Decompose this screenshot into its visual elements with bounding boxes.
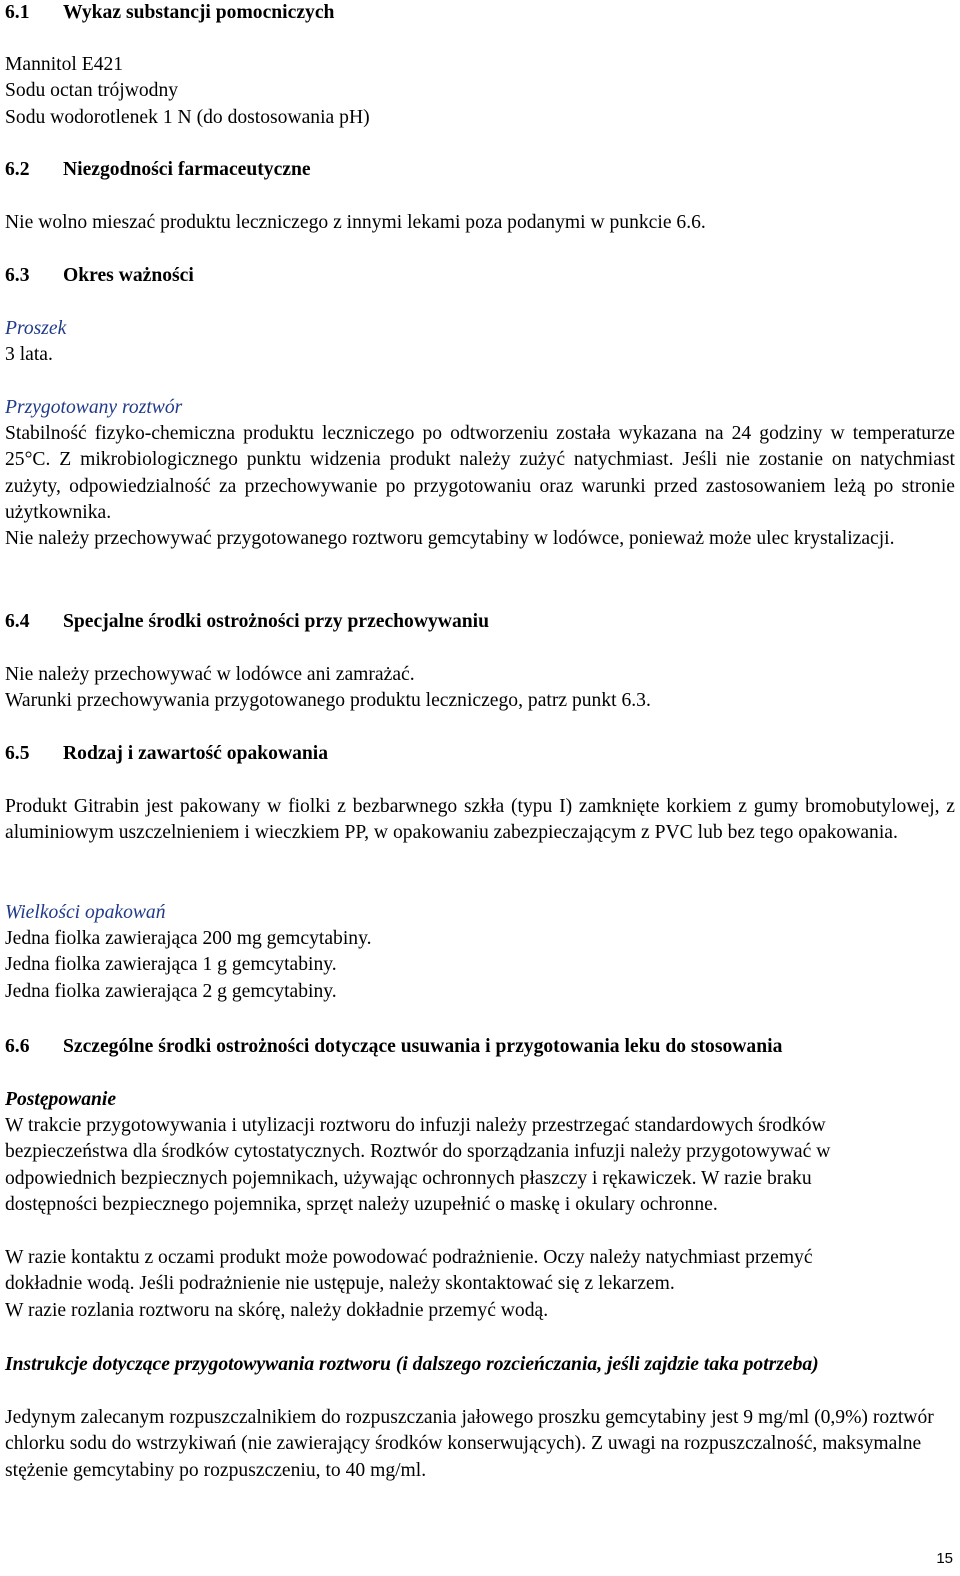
stability-text: Stabilność fizyko-chemiczna produktu leczniczego po odtworzeniu została wykazana na 24 godziny w temperaturze 25°C. — [5, 423, 955, 471]
pack-sizes-list — [5, 926, 372, 1005]
section-title: Niezgodności farmaceutyczne — [63, 159, 311, 180]
excipients-list — [5, 52, 370, 131]
section-title: Wykaz substancji pomocniczych — [63, 2, 335, 23]
section-title: Specjalne środki ostrożności przy przechowywaniu — [63, 611, 489, 632]
handling-label: Postępowanie — [5, 1089, 117, 1110]
pack-size-item: Jedna fiolka zawierająca 200 mg gemcytabiny. — [5, 928, 372, 949]
storage-line-1: Nie należy przechowywać w lodówce ani zamrażać. — [5, 664, 415, 685]
section-number: 6.2 — [5, 159, 30, 180]
handling-paragraph — [5, 1113, 895, 1218]
instructions-title: Instrukcje dotyczące przygotowywania roztworu (i dalszego rozcieńczania, jeśli zajdzie taka potrzeba) — [5, 1354, 819, 1375]
handling-text-2: Roztwór do sporządzania infuzji należy przygotowywać w odpowiednich bezpiecznych pojemnikach, używając ochronnych płaszczy i rękawiczek. — [5, 1141, 831, 1189]
section-title: Szczególne środki ostrożności dotyczące usuwania i przygotowania leku do stosowania — [63, 1036, 783, 1057]
section-title: Rodzaj i zawartość opakowania — [63, 743, 329, 764]
container-description: Produkt Gitrabin jest pakowany w fiolki z bezbarwnego szkła (typu I) zamknięte korkiem z gumy bromobutylowej, z aluminiowym uszczelnieniem i wieczkiem PP, w opakowaniu zabezpieczającym z PVC lub bez tego opakowania. — [5, 796, 955, 844]
section-heading-6-1 — [5, 0, 334, 26]
section-heading-6-6 — [5, 1034, 782, 1060]
refrigeration-warning: Nie należy przechowywać przygotowanego roztworu gemcytabiny w lodówce, ponieważ może ulec krystalizacji. — [5, 528, 895, 550]
handling-text-3: W razie braku dostępności bezpiecznego pojemnika, sprzęt należy uzupełnić o maskę i okulary ochronne. — [5, 1167, 812, 1215]
instructions-text: Jedynym zalecanym rozpuszczalnikiem do rozpuszczania jałowego proszku gemcytabiny jest 9 mg/ml (0,9%) roztwór chlorku sodu do wstrzykiwań (nie zawierający środków konserwujących). Z uwagi na rozpuszczalność, maksymalne stężenie gemcytabiny po rozpuszczeniu, to 40 mg/ml. — [5, 1407, 934, 1481]
skin-contact-text: W razie rozlania roztworu na skórę, należy dokładnie przemyć wodą. — [5, 1300, 549, 1321]
section-title: Okres ważności — [63, 265, 194, 286]
section-heading-6-3 — [5, 263, 194, 289]
section-heading-6-2 — [5, 157, 311, 183]
pack-size-item: Jedna fiolka zawierająca 2 g gemcytabiny. — [5, 980, 337, 1002]
section-number: 6.6 — [5, 1036, 30, 1057]
section-heading-6-4 — [5, 609, 489, 635]
page-number: 15 — [936, 1550, 953, 1567]
incompatibilities-text: Nie wolno mieszać produktu leczniczego z innymi lekami poza podanymi w punkcie 6.6. — [5, 212, 706, 233]
pack-sizes-label: Wielkości opakowań — [5, 902, 166, 923]
responsibility-text: Jeśli nie zostanie on natychmiast zużyty, odpowiedzialność za przechowywanie po przygotowaniu oraz warunki przed zastosowaniem leżą po stronie użytkownika. — [5, 449, 955, 523]
powder-text: 3 lata. — [5, 344, 53, 365]
solution-paragraph — [5, 421, 955, 552]
excipient-line: Mannitol E421 — [5, 54, 124, 75]
pack-size-item: Jedna fiolka zawierająca 1 g gemcytabiny. — [5, 954, 337, 976]
solution-label: Przygotowany roztwór — [5, 397, 183, 418]
storage-line-2: Warunki przechowywania przygotowanego produktu leczniczego, patrz punkt 6.3. — [5, 690, 651, 711]
handling-text-1: W trakcie przygotowywania i utylizacji roztworu do infuzji należy przestrzegać standardowych środków bezpieczeństwa dla środków cytostatycznych. — [5, 1115, 826, 1163]
section-number: 6.5 — [5, 743, 30, 764]
section-number: 6.1 — [5, 2, 30, 23]
powder-label: Proszek — [5, 318, 67, 339]
section-heading-6-5 — [5, 741, 328, 767]
excipient-line: Sodu octan trójwodny — [5, 80, 179, 102]
section-number: 6.3 — [5, 265, 30, 286]
section-number: 6.4 — [5, 611, 30, 632]
eye-contact-text: W razie kontaktu z oczami produkt może powodować podrażnienie. Oczy należy natychmiast przemyć dokładnie wodą. Jeśli podrażnienie nie ustępuje, należy skontaktować się z lekarzem. — [5, 1247, 813, 1295]
microbiology-text: Z mikrobiologicznego punktu widzenia produkt należy zużyć natychmiast. — [59, 449, 674, 471]
excipient-line: Sodu wodorotlenek 1 N (do dostosowania pH) — [5, 106, 370, 128]
